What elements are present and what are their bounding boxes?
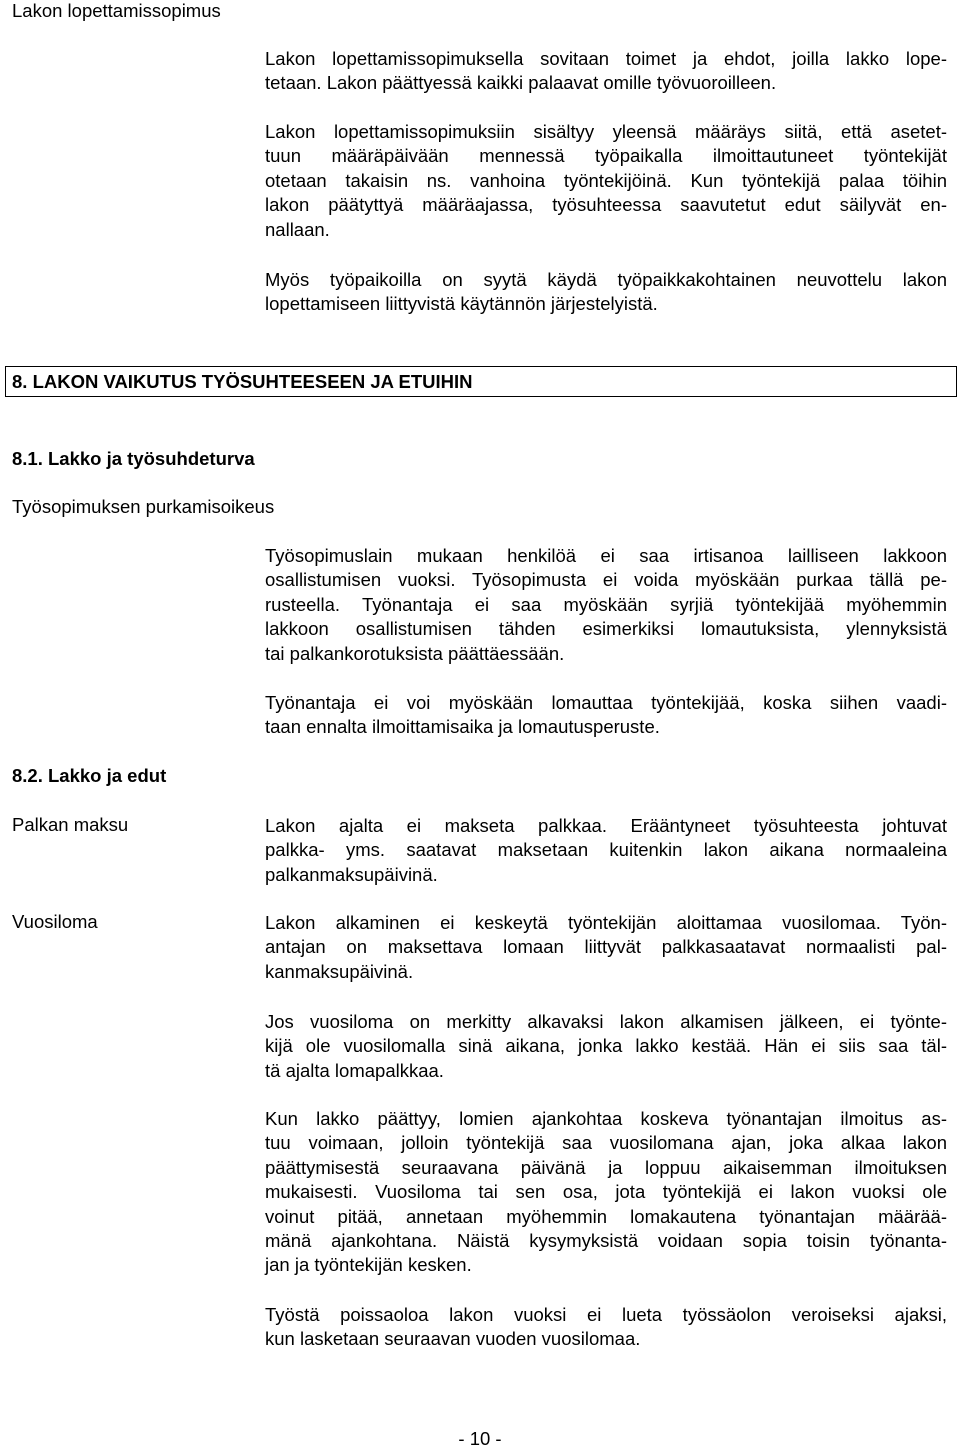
text-line: Työsopimuslain mukaan henkilöä ei saa irtisanoa lailliseen lakkoon — [265, 545, 947, 566]
text-line: otetaan takaisin ns. vanhoina työntekijöinä. Kun työntekijä palaa töihin — [265, 169, 947, 191]
side-label-purkamisoikeus: Työsopimuksen purkamisoikeus — [12, 496, 275, 517]
text-line: antajan on maksettava lomaan liittyvät palkkasaatavat normaalisti pal- — [265, 936, 947, 958]
paragraph-purkamisoikeus-1 — [265, 544, 947, 666]
section-8-1-heading: 8.1. Lakko ja työsuhdeturva — [12, 448, 255, 469]
text-line: Kun lakko päättyy, lomien ajankohtaa koskeva työnantajan ilmoitus as- — [265, 1108, 947, 1129]
side-label-palkan-maksu: Palkan maksu — [12, 814, 129, 835]
page-number: - 10 - — [458, 1428, 502, 1449]
text-line: lakon päätyttyä määräajassa, työsuhteessa saavutetut edut säilyvät en- — [265, 194, 947, 216]
text-line: nallaan. — [265, 218, 330, 240]
text-line: kun lasketaan seuraavan vuoden vuosilomaa. — [265, 1328, 641, 1350]
text-line: tai palkankorotuksista päättäessään. — [265, 642, 565, 664]
text-line: Lakon lopettamissopimuksiin sisältyy yleensä määräys siitä, että asetet- — [265, 121, 947, 142]
text-line: Lakon ajalta ei makseta palkkaa. Erääntyneet työsuhteesta johtuvat — [265, 815, 947, 836]
text-line: mänä ajankohtana. Näistä kysymyksistä voidaan sopia toisin työnanta- — [265, 1230, 947, 1252]
paragraph-purkamisoikeus-2 — [265, 691, 947, 740]
section-8-heading: 8. LAKON VAIKUTUS TYÖSUHTEESEEN JA ETUIHIN — [12, 371, 473, 392]
text-line: Jos vuosiloma on merkitty alkavaksi lakon alkamisen jälkeen, ei työnte- — [265, 1011, 947, 1032]
text-line: Lakon lopettamissopimuksella sovitaan toimet ja ehdot, joilla lakko lope- — [265, 48, 947, 69]
text-line: päättymisestä seuraavana päivänä ja loppuu aikaisemman ilmoituksen — [265, 1156, 947, 1178]
section-8-2-heading: 8.2. Lakko ja edut — [12, 765, 167, 786]
text-line: voinut pitää, annetaan myöhemmin lomakautena työnantajan määrää- — [265, 1205, 947, 1227]
text-line: Työnantaja ei voi myöskään lomauttaa työntekijää, koska siihen vaadi- — [265, 692, 947, 713]
side-label-vuosiloma: Vuosiloma — [12, 911, 98, 932]
paragraph-palkan-maksu — [265, 814, 947, 887]
text-line: mukaisesti. Vuosiloma tai sen osa, jota työntekijä ei lakon vuoksi ole — [265, 1181, 947, 1203]
text-line: Myös työpaikoilla on syytä käydä työpaikkakohtainen neuvottelu lakon — [265, 269, 947, 290]
text-line: kanmaksupäivinä. — [265, 960, 414, 982]
text-line: taan ennalta ilmoittamisaika ja lomautusperuste. — [265, 716, 660, 738]
text-line: jan ja työntekijän kesken. — [265, 1254, 472, 1276]
paragraph-vuosiloma-2 — [265, 1010, 947, 1083]
paragraph-lopettamissopimus-3 — [265, 268, 947, 317]
text-line: lopettamiseen liittyvistä käytännön järjestelyistä. — [265, 293, 658, 315]
text-line: kijä ole vuosilomalla sinä aikana, jonka lakko kestää. Hän ei siis saa täl- — [265, 1035, 947, 1057]
text-line: Lakon alkaminen ei keskeytä työntekijän aloittamaa vuosilomaa. Työn- — [265, 912, 947, 933]
text-line: tuu voimaan, jolloin työntekijä saa vuosilomana ajan, joka alkaa lakon — [265, 1132, 947, 1154]
paragraph-vuosiloma-1 — [265, 911, 947, 984]
text-line: osallistumisen vuoksi. Työsopimusta ei voida myöskään purkaa tällä pe- — [265, 569, 947, 591]
text-line: tuun määräpäivään mennessä työpaikalla ilmoittautuneet työntekijät — [265, 145, 947, 167]
paragraph-lopettamissopimus-2 — [265, 120, 947, 242]
section-8-heading-box — [5, 366, 957, 397]
text-line: palkka- yms. saatavat maksetaan kuitenkin lakon aikana normaaleina — [265, 839, 947, 861]
text-line: tetaan. Lakon päättyessä kaikki palaavat omille työvuoroilleen. — [265, 72, 777, 94]
text-line: tä ajalta lomapalkkaa. — [265, 1059, 444, 1081]
paragraph-vuosiloma-4 — [265, 1303, 947, 1352]
side-label-lopettamissopimus: Lakon lopettamissopimus — [12, 0, 221, 21]
paragraph-lopettamissopimus-1 — [265, 47, 947, 96]
text-line: palkanmaksupäivinä. — [265, 863, 438, 885]
text-line: lakkoon osallistumisen tähden esimerkiksi lomautuksista, ylennyksistä — [265, 618, 947, 640]
text-line: rusteella. Työnantaja ei saa myöskään syrjiä työntekijää myöhemmin — [265, 593, 947, 615]
text-line: Työstä poissaoloa lakon vuoksi ei lueta työssäolon veroiseksi ajaksi, — [265, 1304, 947, 1325]
paragraph-vuosiloma-3 — [265, 1107, 947, 1278]
